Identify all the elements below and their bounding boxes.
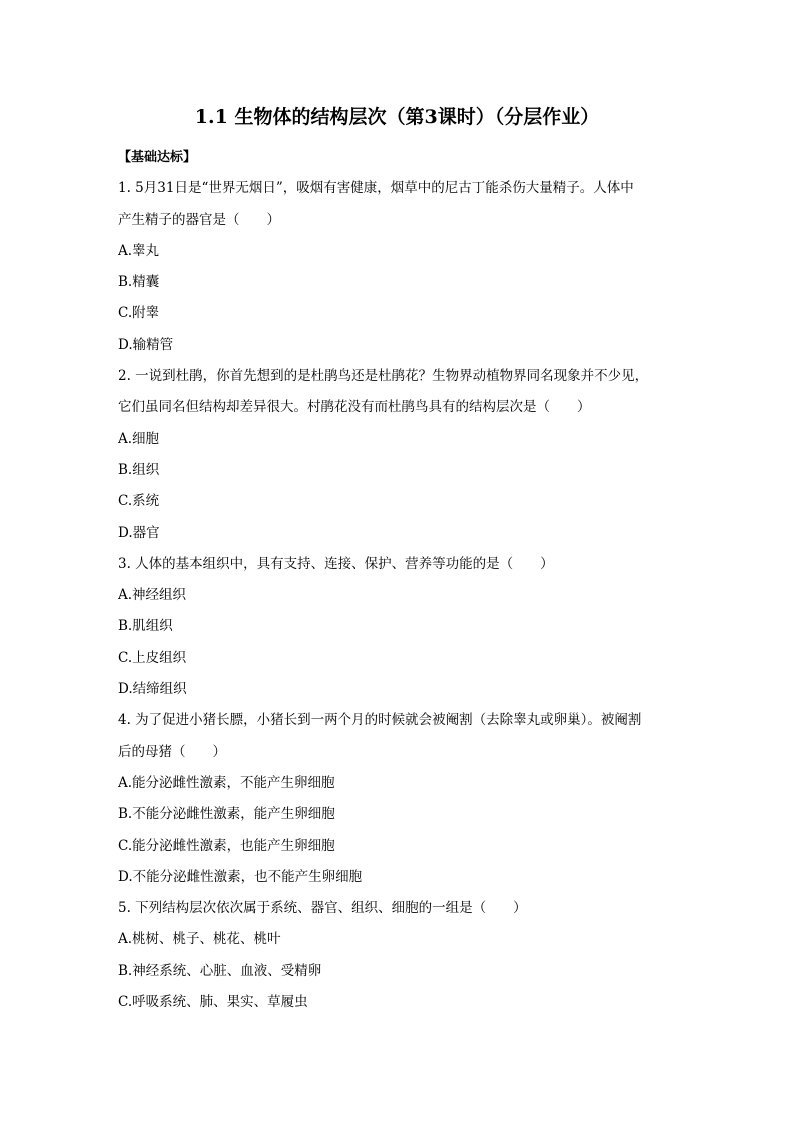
question-2-option-d: D.器官 xyxy=(118,524,160,541)
question-3-option-c: C.上皮组织 xyxy=(118,649,187,666)
question-4-option-d: D.不能分泌雌性激素，也不能产生卵细胞 xyxy=(118,868,363,885)
question-2-text-line-1: 2. 一说到杜鹃，你首先想到的是杜鹃鸟还是杜鹃花？生物界动植物界同名现象并不少见， xyxy=(118,368,649,385)
question-1-option-b: B.精囊 xyxy=(118,274,160,291)
question-1-option-d: D.输精管 xyxy=(118,336,174,353)
question-4-option-b: B.不能分泌雌性激素，能产生卵细胞 xyxy=(118,806,335,823)
question-1-text-line-2: 产生精子的器官是（ ） xyxy=(118,211,280,228)
worksheet-content xyxy=(118,142,678,1018)
question-4-text-line-2: 后的母猪（ ） xyxy=(118,743,226,760)
question-1-option-a: A.睾丸 xyxy=(118,242,160,259)
question-4-option-c: C.能分泌雌性激素，也能产生卵细胞 xyxy=(118,837,335,854)
question-1-option-c: C.附睾 xyxy=(118,305,160,322)
question-5-option-b: B.神经系统、心脏、血液、受精卵 xyxy=(118,962,322,979)
question-5-option-c: C.呼吸系统、肺、果实、草履虫 xyxy=(118,994,308,1011)
section-heading: 【基础达标】 xyxy=(118,150,197,165)
question-2-option-c: C.系统 xyxy=(118,493,160,510)
question-2-option-a: A.细胞 xyxy=(118,430,160,447)
question-4-text-line-1: 4. 为了促进小猪长膘，小猪长到一两个月的时候就会被阉割（去除睾丸或卵巢）。被阉割 xyxy=(118,712,642,729)
question-3-text-line-1: 3. 人体的基本组织中，具有支持、连接、保护、营养等功能的是（ ） xyxy=(118,555,554,572)
question-2-option-b: B.组织 xyxy=(118,461,160,478)
question-1-text-line-1: 1. 5月31日是“世界无烟日”，吸烟有害健康，烟草中的尼古丁能杀伤大量精子。人体中 xyxy=(118,180,634,197)
question-3-option-a: A.神经组织 xyxy=(118,587,187,604)
question-4-option-a: A.能分泌雌性激素，不能产生卵细胞 xyxy=(118,774,335,791)
question-5-option-a: A.桃树、桃子、桃花、桃叶 xyxy=(118,931,281,948)
question-2-text-line-2: 它们虽同名但结构却差异很大。村鹃花没有而杜鹃鸟具有的结构层次是（ ） xyxy=(118,399,591,416)
question-3-option-d: D.结缔组织 xyxy=(118,681,187,698)
page-title: 1.1 生物体的结构层次（第3课时）（分层作业） xyxy=(194,106,600,128)
question-5-text-line-1: 5. 下列结构层次依次属于系统、器官、组织、细胞的一组是（ ） xyxy=(118,900,527,917)
question-3-option-b: B.肌组织 xyxy=(118,618,173,635)
